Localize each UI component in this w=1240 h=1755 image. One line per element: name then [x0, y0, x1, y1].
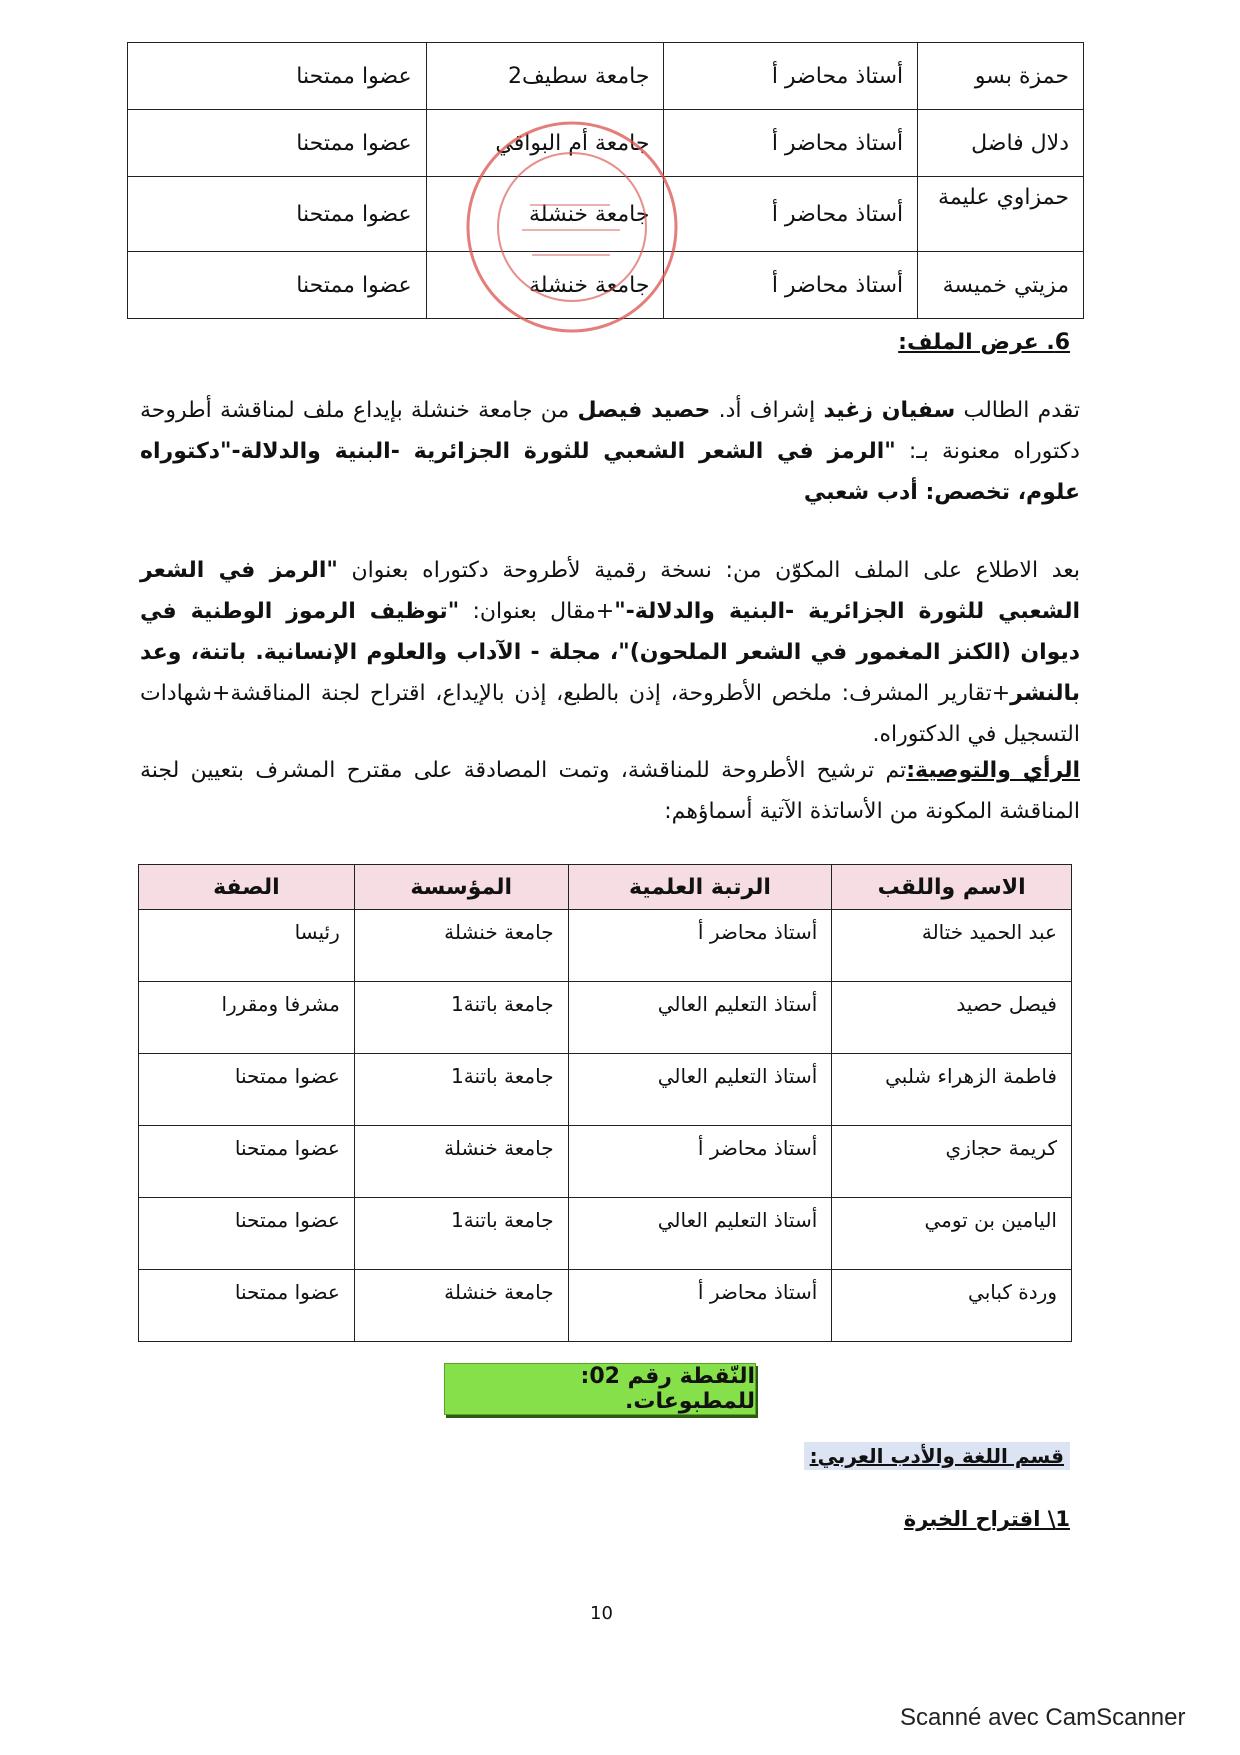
- page-number: 10: [590, 1603, 613, 1624]
- member-name: حمزاوي عليمة: [918, 177, 1084, 252]
- header-rank: الرتبة العلمية: [568, 865, 832, 910]
- member-rank: أستاذ محاضر أ: [664, 110, 918, 177]
- member-role: عضوا ممتحنا: [128, 177, 427, 252]
- member-role: عضوا ممتحنا: [128, 110, 427, 177]
- section-heading: 6. عرض الملف:: [898, 330, 1070, 355]
- member-name: فاطمة الزهراء شلبي: [832, 1054, 1072, 1126]
- committee-table: [138, 864, 1072, 1342]
- header-name: الاسم واللقب: [832, 865, 1072, 910]
- member-role: عضوا ممتحنا: [139, 1054, 355, 1126]
- top-committee-table: [127, 42, 1084, 319]
- member-name: اليامين بن تومي: [832, 1198, 1072, 1270]
- text-run: إشراف أد.: [710, 398, 824, 423]
- table-row: [139, 1198, 1072, 1270]
- member-institution: جامعة خنشلة: [426, 177, 664, 252]
- department-heading: قسم اللغة والأدب العربي:: [804, 1442, 1070, 1470]
- table-row: [128, 177, 1084, 252]
- member-role: عضوا ممتحنا: [128, 43, 427, 110]
- member-institution: جامعة سطيف2: [426, 43, 664, 110]
- member-name: عبد الحميد ختالة: [832, 910, 1072, 982]
- member-role: مشرفا ومقررا: [139, 982, 355, 1054]
- member-rank: أستاذ محاضر أ: [664, 252, 918, 319]
- member-institution: جامعة خنشلة: [354, 1270, 568, 1342]
- member-rank: أستاذ محاضر أ: [568, 1126, 832, 1198]
- header-role: الصفة: [139, 865, 355, 910]
- thesis-title: "الرمز في الشعر الشعبي للثورة الجزائرية -البنية والدلالة-": [140, 558, 1080, 624]
- member-institution: جامعة خنشلة: [426, 252, 664, 319]
- member-name: مزيتي خميسة: [918, 252, 1084, 319]
- text-run: بعد الاطلاع على الملف المكوّن من: نسخة رقمية لأطروحة دكتوراه بعنوان: [337, 558, 1081, 583]
- member-rank: أستاذ التعليم العالي: [568, 982, 832, 1054]
- table-row: [128, 252, 1084, 319]
- table-row: [139, 1126, 1072, 1198]
- point-2-label: النّقطة رقم 02: للمطبوعات.: [444, 1363, 756, 1415]
- member-role: عضوا ممتحنا: [139, 1126, 355, 1198]
- member-name: كريمة حجازي: [832, 1126, 1072, 1198]
- expertise-heading: 1\ اقتراح الخبرة: [903, 1507, 1070, 1531]
- opinion-label: الرأي والتوصية:: [906, 758, 1080, 783]
- member-rank: أستاذ محاضر أ: [664, 43, 918, 110]
- scanner-watermark: Scanné avec CamScanner: [900, 1704, 1186, 1731]
- member-role: عضوا ممتحنا: [139, 1198, 355, 1270]
- member-role: عضوا ممتحنا: [139, 1270, 355, 1342]
- thesis-title: "الرمز في الشعر الشعبي للثورة الجزائرية -البنية والدلالة-"دكتوراه علوم، تخصص: أدب شعبي: [140, 439, 1080, 505]
- paragraph-file-contents: [140, 550, 1080, 755]
- member-role: رئيسا: [139, 910, 355, 982]
- article-title: "توظيف الرموز الوطنية في ديوان (الكنز المغمور في الشعر الملحون)"، مجلة - الآداب والعلوم الإنسانية. باتنة، وعد بالنشر: [140, 599, 1080, 706]
- member-name: دلال فاضل: [918, 110, 1084, 177]
- text-run: +مقال بعنوان:: [459, 599, 615, 624]
- member-name: حمزة بسو: [918, 43, 1084, 110]
- table-row: [139, 1270, 1072, 1342]
- member-rank: أستاذ التعليم العالي: [568, 1054, 832, 1126]
- member-institution: جامعة باتنة1: [354, 1054, 568, 1126]
- member-institution: جامعة باتنة1: [354, 1198, 568, 1270]
- text-run: تم ترشيح الأطروحة للمناقشة، وتمت المصادقة على مقترح المشرف بتعيين لجنة المناقشة المكونة من الأساتذة الآتية أسماؤهم:: [140, 758, 1080, 824]
- member-institution: جامعة خنشلة: [354, 1126, 568, 1198]
- member-rank: أستاذ محاضر أ: [664, 177, 918, 252]
- member-institution: جامعة باتنة1: [354, 982, 568, 1054]
- table-row: [128, 43, 1084, 110]
- member-rank: أستاذ محاضر أ: [568, 910, 832, 982]
- member-institution: جامعة خنشلة: [354, 910, 568, 982]
- text-run: +تقارير المشرف: ملخص الأطروحة، إذن بالطبع، إذن بالإيداع، اقتراح لجنة المناقشة+شهادات التسجيل في الدكتوراه.: [140, 681, 1080, 747]
- table-row: [139, 1054, 1072, 1126]
- header-institution: المؤسسة: [354, 865, 568, 910]
- table-row: [139, 910, 1072, 982]
- member-rank: أستاذ محاضر أ: [568, 1270, 832, 1342]
- member-rank: أستاذ التعليم العالي: [568, 1198, 832, 1270]
- student-name: سفيان زغيد: [823, 398, 956, 423]
- text-run: من جامعة خنشلة بإيداع ملف لمناقشة أطروحة دكتوراه معنونة بـ:: [140, 398, 1080, 464]
- text-run: تقدم الطالب: [955, 398, 1081, 423]
- member-role: عضوا ممتحنا: [128, 252, 427, 319]
- member-name: وردة كبابي: [832, 1270, 1072, 1342]
- member-name: فيصل حصيد: [832, 982, 1072, 1054]
- table-row: [128, 110, 1084, 177]
- table-row: [139, 982, 1072, 1054]
- paragraph-opinion: [140, 750, 1080, 832]
- member-institution: جامعة أم البواقي: [426, 110, 664, 177]
- paragraph-file-presentation: [140, 390, 1080, 513]
- table-header-row: [139, 865, 1072, 910]
- supervisor-name: حصيد فيصل: [577, 398, 711, 423]
